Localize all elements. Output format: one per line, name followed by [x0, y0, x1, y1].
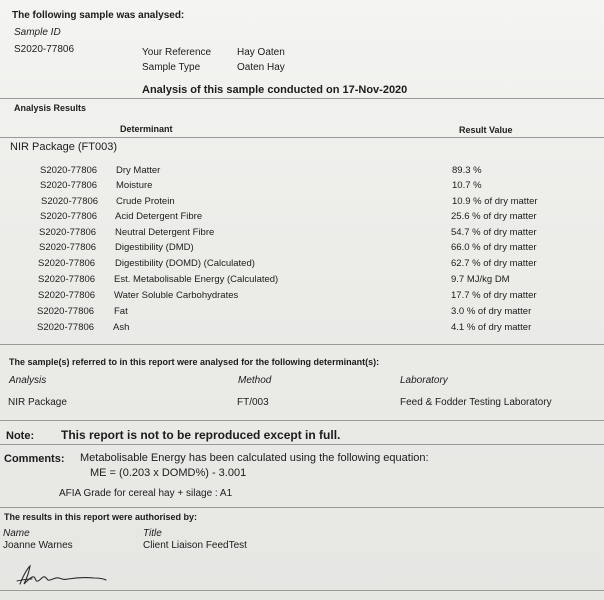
row-determinant: Digestibility (DMD) [115, 242, 194, 253]
divider [0, 420, 604, 421]
row-determinant: Dry Matter [116, 165, 161, 176]
col-determinant-header: Determinant [120, 124, 173, 134]
method-value: FT/003 [237, 397, 269, 408]
row-sample-id: S2020-77806 [40, 180, 98, 191]
row-determinant: Moisture [116, 180, 153, 191]
divider [0, 507, 604, 508]
comment-equation: ME = (0.203 x DOMD%) - 3.001 [90, 467, 247, 479]
sample-id-value: S2020-77806 [14, 44, 75, 55]
table-row [0, 242, 604, 258]
table-row [0, 196, 604, 212]
your-reference-label: Your Reference [142, 47, 212, 58]
row-result: 66.0 % of dry matter [451, 242, 537, 253]
comment-grade: AFIA Grade for cereal hay + silage : A1 [59, 488, 233, 499]
analysis-value: NIR Package [8, 397, 67, 408]
row-determinant: Water Soluble Carbohydrates [114, 290, 239, 301]
your-reference-value: Hay Oaten [237, 47, 285, 58]
divider [0, 444, 604, 445]
authorised-intro: The results in this report were authorised by: [4, 512, 198, 522]
divider [0, 590, 604, 591]
table-row [0, 258, 604, 274]
sample-id-label: Sample ID [14, 27, 61, 38]
table-row [0, 180, 604, 196]
divider [0, 344, 604, 345]
row-result: 3.0 % of dry matter [451, 306, 532, 317]
table-row [0, 227, 604, 243]
sample-type-label: Sample Type [142, 62, 201, 73]
row-determinant: Fat [114, 306, 128, 317]
row-sample-id: S2020-77806 [39, 242, 97, 253]
row-determinant: Acid Detergent Fibre [115, 211, 203, 222]
table-row [0, 211, 604, 227]
row-result: 25.6 % of dry matter [451, 211, 537, 222]
row-result: 17.7 % of dry matter [451, 290, 537, 301]
table-row [0, 274, 604, 290]
table-row [0, 306, 604, 322]
analysis-results-title: Analysis Results [14, 103, 87, 113]
row-sample-id: S2020-77806 [37, 306, 95, 317]
note-text: This report is not to be reproduced except in full. [61, 428, 341, 442]
divider [0, 98, 604, 99]
col-result-header: Result Value [459, 125, 513, 135]
col-analysis-header: Analysis [9, 375, 47, 386]
row-sample-id: S2020-77806 [40, 165, 98, 176]
comments-label: Comments: [4, 453, 65, 465]
row-sample-id: S2020-77806 [38, 258, 96, 269]
row-result: 89.3 % [452, 165, 482, 176]
authoriser-title: Client Liaison FeedTest [143, 540, 247, 551]
row-determinant: Est. Metabolisable Energy (Calculated) [114, 274, 279, 285]
row-result: 10.9 % of dry matter [452, 196, 538, 207]
methods-intro: The sample(s) referred to in this report were analysed for the following determinant(s): [9, 357, 380, 367]
intro-text: The following sample was analysed: [12, 10, 185, 21]
row-determinant: Crude Protein [116, 196, 175, 207]
row-sample-id: S2020-77806 [41, 196, 99, 207]
row-sample-id: S2020-77806 [40, 211, 98, 222]
note-label: Note: [6, 430, 35, 442]
conducted-date: Analysis of this sample conducted on 17-Nov-2020 [142, 84, 408, 96]
row-determinant: Neutral Detergent Fibre [115, 227, 215, 238]
table-row [0, 322, 604, 338]
col-method-header: Method [238, 375, 272, 386]
laboratory-value: Feed & Fodder Testing Laboratory [400, 397, 552, 408]
name-label: Name [3, 528, 30, 539]
row-sample-id: S2020-77806 [38, 274, 96, 285]
table-row [0, 165, 604, 181]
comment-line-1: Metabolisable Energy has been calculated using the following equation: [80, 452, 429, 464]
signature-image [14, 562, 110, 588]
row-sample-id: S2020-77806 [37, 322, 95, 333]
authoriser-name: Joanne Warnes [3, 540, 73, 551]
col-laboratory-header: Laboratory [400, 375, 448, 386]
row-determinant: Digestibility (DOMD) (Calculated) [115, 258, 255, 269]
row-result: 54.7 % of dry matter [451, 227, 537, 238]
table-row [0, 290, 604, 306]
row-result: 62.7 % of dry matter [451, 258, 537, 269]
package-name: NIR Package (FT003) [10, 141, 117, 153]
row-determinant: Ash [113, 322, 130, 333]
title-label: Title [143, 528, 162, 539]
row-result: 10.7 % [452, 180, 482, 191]
row-result: 4.1 % of dry matter [451, 322, 532, 333]
sample-type-value: Oaten Hay [237, 62, 285, 73]
divider [0, 137, 604, 138]
row-sample-id: S2020-77806 [38, 290, 96, 301]
row-sample-id: S2020-77806 [39, 227, 97, 238]
row-result: 9.7 MJ/kg DM [451, 274, 510, 285]
